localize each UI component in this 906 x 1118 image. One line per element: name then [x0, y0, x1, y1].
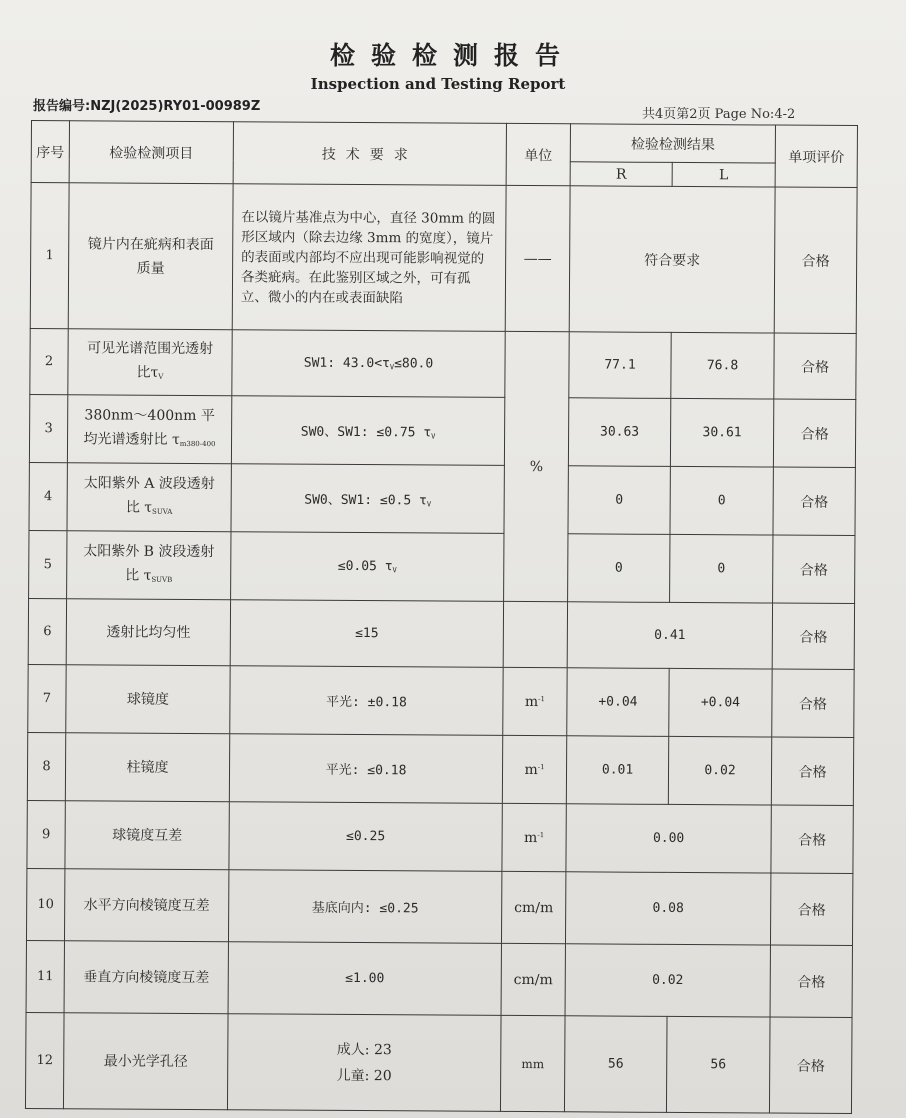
row-req-text: SW1: 43.0<τ — [303, 355, 390, 372]
report-title: 检验检测报告 — [329, 41, 576, 70]
row-item-subscript: V — [158, 372, 164, 381]
row-req-child: 儿童: 20 — [336, 1067, 392, 1084]
row-no: 2 — [30, 328, 68, 394]
row-requirement: ≤0.25 — [229, 802, 502, 872]
row-no: 10 — [26, 868, 64, 940]
row-req-subscript: V — [426, 500, 432, 509]
report-number-value: NZJ(2025)RY01-00989Z — [90, 99, 261, 114]
row-item: 球镜度互差 — [65, 801, 229, 870]
row-eval: 合格 — [773, 399, 855, 467]
row-no: 4 — [29, 462, 67, 530]
row-req-adult: 成人: 23 — [336, 1041, 392, 1058]
row-result: 0.41 — [567, 602, 772, 669]
row-item-symbol: τ — [150, 364, 159, 381]
table-row — [29, 462, 855, 535]
row-item-text: 可见光谱范围光透射比 — [87, 339, 214, 381]
row-result-r: 0.01 — [566, 736, 668, 805]
row-result-l: 0.02 — [668, 736, 771, 805]
row-item-text: 太阳紫外 B 波段透射比 τ — [83, 542, 215, 584]
row-req-subscript: V — [392, 566, 397, 575]
header-result: 检验检测结果 — [570, 124, 775, 163]
row-requirement — [231, 464, 504, 534]
report-number — [33, 95, 260, 114]
row-unit: —— — [505, 185, 570, 331]
row-req-subscript: V — [389, 363, 395, 372]
row-no: 7 — [28, 664, 66, 732]
header-seq: 序号 — [31, 121, 69, 183]
row-unit: cm/m — [501, 943, 565, 1015]
row-item — [67, 463, 231, 532]
row-no: 9 — [27, 800, 65, 868]
row-requirement — [227, 1014, 501, 1112]
row-unit — [502, 735, 566, 803]
row-result-l: 56 — [666, 1016, 770, 1113]
row-item-text: 太阳紫外 A 波段透射比 τ — [83, 474, 215, 516]
row-item-subscript: m380-400 — [179, 439, 216, 448]
row-eval: 合格 — [773, 467, 855, 535]
table-row — [28, 664, 854, 737]
row-req-subscript: V — [431, 432, 436, 441]
row-eval: 合格 — [770, 873, 852, 945]
header-item: 检验检测项目 — [69, 121, 233, 184]
row-result: 0.00 — [566, 804, 771, 873]
row-no: 8 — [27, 732, 65, 800]
row-unit-exponent: -1 — [538, 694, 546, 703]
row-result-r: 30.63 — [568, 398, 670, 467]
table-row — [29, 394, 855, 467]
row-eval: 合格 — [774, 333, 856, 399]
row-unit — [503, 601, 567, 667]
header-unit: 单位 — [506, 123, 570, 185]
row-no: 1 — [30, 183, 69, 329]
row-unit-base: m — [524, 693, 539, 710]
row-item-subscript: SUVB — [151, 575, 173, 584]
table-row — [26, 868, 852, 945]
row-item: 水平方向棱镜度互差 — [64, 869, 228, 942]
row-requirement: ≤1.00 — [228, 942, 501, 1016]
row-item — [67, 531, 231, 600]
row-eval: 合格 — [772, 603, 854, 669]
row-requirement: ≤15 — [230, 600, 503, 668]
table-row — [27, 732, 853, 805]
table-row — [28, 598, 854, 669]
row-result-l: 30.61 — [670, 398, 773, 467]
row-result: 0.08 — [565, 872, 770, 945]
row-req-text: SW0、SW1: ≤0.5 τ — [304, 492, 427, 509]
row-item: 垂直方向棱镜度互差 — [64, 941, 228, 1014]
row-item: 镜片内在疵病和表面质量 — [68, 183, 233, 330]
row-unit-percent: % — [504, 331, 570, 601]
header-result-l: L — [672, 162, 775, 187]
row-requirement — [231, 532, 504, 602]
row-item-text: 380nm～400nm 平均光谱透射比 τ — [83, 406, 215, 448]
row-requirement: 平光: ±0.18 — [230, 666, 503, 736]
row-req-text: SW0、SW1: ≤0.75 τ — [300, 424, 432, 441]
row-item-subscript: SUVA — [152, 507, 173, 516]
table-row — [29, 530, 855, 603]
row-result-l: +0.04 — [669, 668, 772, 737]
row-no: 12 — [25, 1012, 64, 1108]
row-eval: 合格 — [772, 669, 854, 737]
row-item — [68, 329, 232, 396]
row-req-text: ≤0.05 τ — [337, 558, 393, 575]
row-unit-base: m — [524, 761, 538, 778]
row-result-r: 0 — [568, 466, 670, 535]
row-unit-exponent: -1 — [537, 762, 545, 771]
row-unit: cm/m — [501, 871, 565, 943]
header-result-r: R — [570, 162, 672, 187]
row-unit: mm — [500, 1015, 565, 1111]
table-row — [26, 940, 852, 1017]
row-unit-base: m — [524, 829, 538, 846]
row-requirement: 在以镜片基准点为中心，直径 30mm 的圆形区域内（除去边缘 3mm 的宽度），镜片的表面或内部均不应出现可能影响视觉的各类疵病。在此鉴别区域之外，可有孤立、微小的内在或表面缺陷 — [232, 184, 506, 332]
row-no: 3 — [29, 394, 67, 462]
row-result: 0.02 — [565, 944, 770, 1017]
row-result-r: 77.1 — [569, 332, 671, 399]
report-number-label: 报告编号: — [33, 99, 91, 114]
row-eval: 合格 — [774, 187, 857, 333]
row-item: 柱镜度 — [65, 733, 229, 802]
row-requirement: 平光: ≤0.18 — [229, 734, 502, 804]
row-no: 6 — [28, 598, 66, 664]
row-req-tail: ≤80.0 — [394, 356, 434, 372]
row-no: 5 — [29, 530, 67, 598]
page-info: 共4页第2页 Page No:4-2 — [642, 107, 796, 122]
row-eval: 合格 — [771, 737, 853, 805]
row-result-l: 0 — [670, 534, 773, 603]
table-row — [30, 328, 856, 399]
row-requirement — [232, 330, 505, 398]
table-header-row — [31, 121, 857, 164]
header-requirement: 技术要求 — [233, 122, 506, 186]
row-eval: 合格 — [769, 1017, 852, 1113]
row-eval: 合格 — [770, 945, 852, 1017]
row-result-l: 0 — [670, 466, 773, 535]
row-item: 最小光学孔径 — [63, 1013, 228, 1110]
table-row — [27, 800, 853, 873]
row-unit — [503, 667, 567, 735]
report-subtitle: Inspection and Testing Report — [310, 75, 566, 93]
row-item: 透射比均匀性 — [66, 599, 230, 666]
table-row — [25, 1012, 852, 1113]
row-eval: 合格 — [771, 805, 853, 873]
row-item — [67, 395, 231, 464]
row-unit — [502, 803, 566, 871]
row-eval: 合格 — [773, 535, 855, 603]
table-row — [30, 183, 857, 334]
row-result-r: +0.04 — [567, 668, 669, 737]
row-result-r: 56 — [564, 1016, 667, 1113]
row-requirement: 基底向内: ≤0.25 — [228, 870, 501, 944]
row-result: 符合要求 — [569, 186, 775, 333]
row-result-l: 76.8 — [671, 332, 774, 399]
row-item: 球镜度 — [66, 665, 230, 734]
row-result-r: 0 — [568, 534, 670, 603]
header-evaluation: 单项评价 — [775, 125, 857, 187]
row-no: 11 — [26, 940, 64, 1012]
row-unit-exponent: -1 — [537, 830, 545, 839]
inspection-table — [25, 120, 858, 1114]
row-requirement — [231, 396, 504, 466]
